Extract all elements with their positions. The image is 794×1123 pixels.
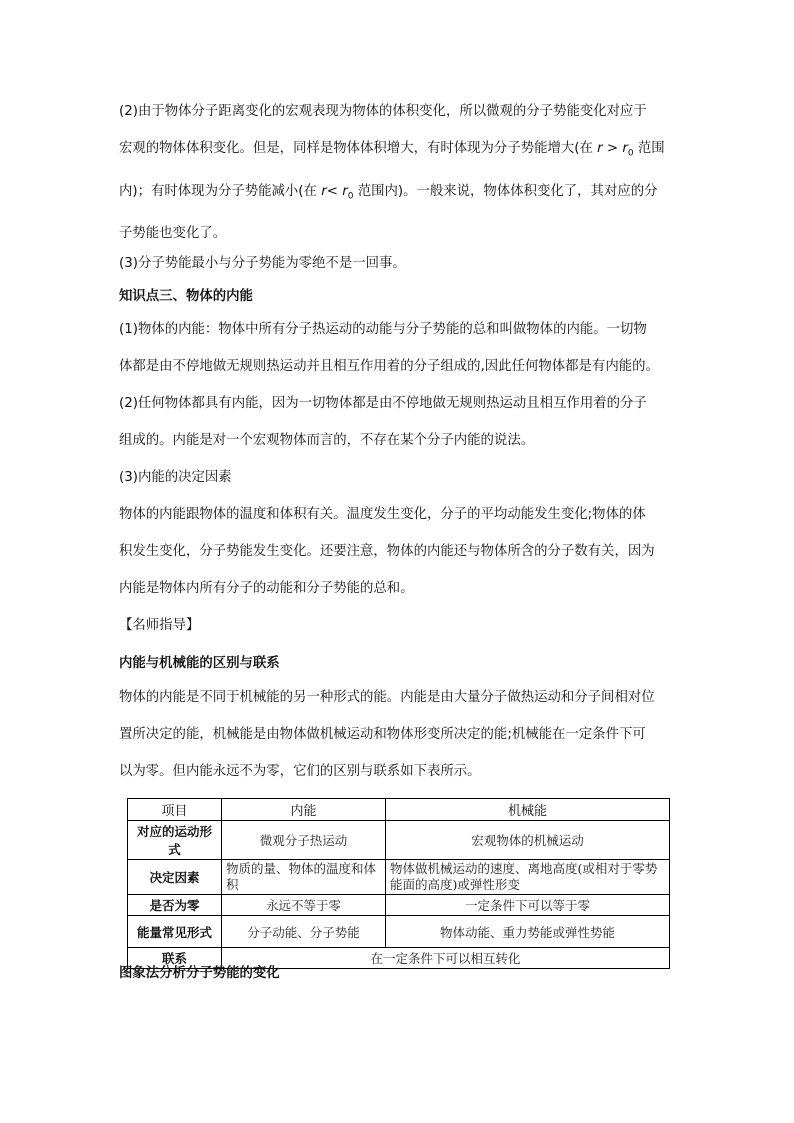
table-header-cell: 机械能 xyxy=(386,799,670,821)
subscript: 0 xyxy=(627,148,634,159)
table-cell: 物体动能、重力势能或弹性势能 xyxy=(386,916,670,948)
text-line: 【名师指导】 xyxy=(119,618,200,633)
table-cell: 分子动能、分子势能 xyxy=(222,916,386,948)
text-fragment: 范围内)。一般来说，物体体积变化了，其对应的分 xyxy=(353,183,658,199)
table-cell: 在一定条件下可以相互转化 xyxy=(222,948,670,969)
symbol-r0: r xyxy=(622,141,628,156)
table-cell: 宏观物体的机械运动 xyxy=(386,821,670,860)
table-header-row xyxy=(128,799,670,821)
para-diff xyxy=(119,679,681,790)
text-fragment: 内)；有时体现为分子势能减小(在 xyxy=(119,183,322,199)
symbol-r0: r xyxy=(342,183,348,199)
table-row xyxy=(128,860,670,895)
table-row xyxy=(128,821,670,860)
text-line: (3)分子势能最小与分子势能为零绝不是一回事。 xyxy=(119,256,406,271)
text-line: 体都是由不停地做无规则热运动并且相互作用着的分子组成的,因此任何物体都是有内能的。 xyxy=(119,359,659,374)
row-label: 对应的运动形式 xyxy=(128,821,222,860)
row-label: 能量常见形式 xyxy=(128,916,222,948)
table-cell: 微观分子热运动 xyxy=(222,821,386,860)
row-label: 联系 xyxy=(128,948,222,969)
symbol-r: r xyxy=(597,141,603,156)
heading-text: 知识点三、物体的内能 xyxy=(119,289,253,304)
row-label: 决定因素 xyxy=(128,860,222,895)
text-line xyxy=(119,173,681,216)
comparison-table xyxy=(127,798,670,969)
symbol-r: r xyxy=(321,183,327,199)
text-fragment: 宏观的物体体积变化。但是，同样是物体体积增大，有时体现为分子势能增大(在 xyxy=(119,141,598,156)
row-label: 是否为零 xyxy=(128,895,222,916)
subscript: 0 xyxy=(347,191,354,202)
table-cell: 永远不等于零 xyxy=(222,895,386,916)
text-line: 以为零。但内能永远不为零，它们的区别与联系如下表所示。 xyxy=(119,764,481,779)
heading-text: 内能与机械能的区别与联系 xyxy=(119,656,280,671)
text-line: 物体的内能跟物体的温度和体积有关。温度发生变化，分子的平均动能发生变化;物体的体 xyxy=(119,507,646,522)
operator: > xyxy=(602,141,623,156)
section-heading xyxy=(119,654,681,674)
table-cell: 物质的量、物体的温度和体积 xyxy=(222,860,386,895)
text-line: 组成的。内能是对一个宏观物体而言的，不存在某个分子内能的说法。 xyxy=(119,433,535,448)
table-row xyxy=(128,916,670,948)
table-cell: 一定条件下可以等于零 xyxy=(386,895,670,916)
table-header-cell: 内能 xyxy=(222,799,386,821)
text-line: (2)由于物体分子距离变化的宏观表现为物体的体积变化，所以微观的分子势能变化对应于 xyxy=(119,104,647,119)
text-line: (1)物体的内能：物体中所有分子热运动的动能与分子势能的总和叫做物体的内能。一切物 xyxy=(119,322,647,337)
para-min-not-zero xyxy=(119,245,681,282)
text-line: 内能是物体内所有分子的动能和分子势能的总和。 xyxy=(119,581,414,596)
table-row xyxy=(128,895,670,916)
text-line: 子势能也变化了。 xyxy=(119,226,227,242)
text-line: 积发生变化，分子势能发生变化。还要注意，物体的内能还与物体所含的分子数有关，因为 xyxy=(119,544,655,559)
text-fragment: 范围 xyxy=(633,141,665,156)
text-line xyxy=(119,130,681,173)
table-cell: 物体做机械运动的速度、离地高度(或相对于零势能面的高度)或弹性形变 xyxy=(386,860,670,895)
operator: < xyxy=(326,183,343,199)
heading-text: 图象法分析分子势能的变化 xyxy=(119,966,280,981)
section-heading xyxy=(119,287,681,307)
text-line: 物体的内能是不同于机械能的另一种形式的能。内能是由大量分子做热运动和分子间相对位 xyxy=(119,690,655,705)
table-header-cell: 项目 xyxy=(128,799,222,821)
text-line: (2)任何物体都具有内能，因为一切物体都是由不停地做无规则热运动且相互作用着的分子 xyxy=(119,396,647,411)
para-internal-energy xyxy=(119,311,681,644)
text-line: (3)内能的决定因素 xyxy=(119,470,232,485)
text-line: 置所决定的能，机械能是由物体做机械运动和物体形变所决定的能;机械能在一定条件下可 xyxy=(119,727,646,742)
section-heading xyxy=(119,964,681,984)
para-volume-potential xyxy=(119,93,681,252)
